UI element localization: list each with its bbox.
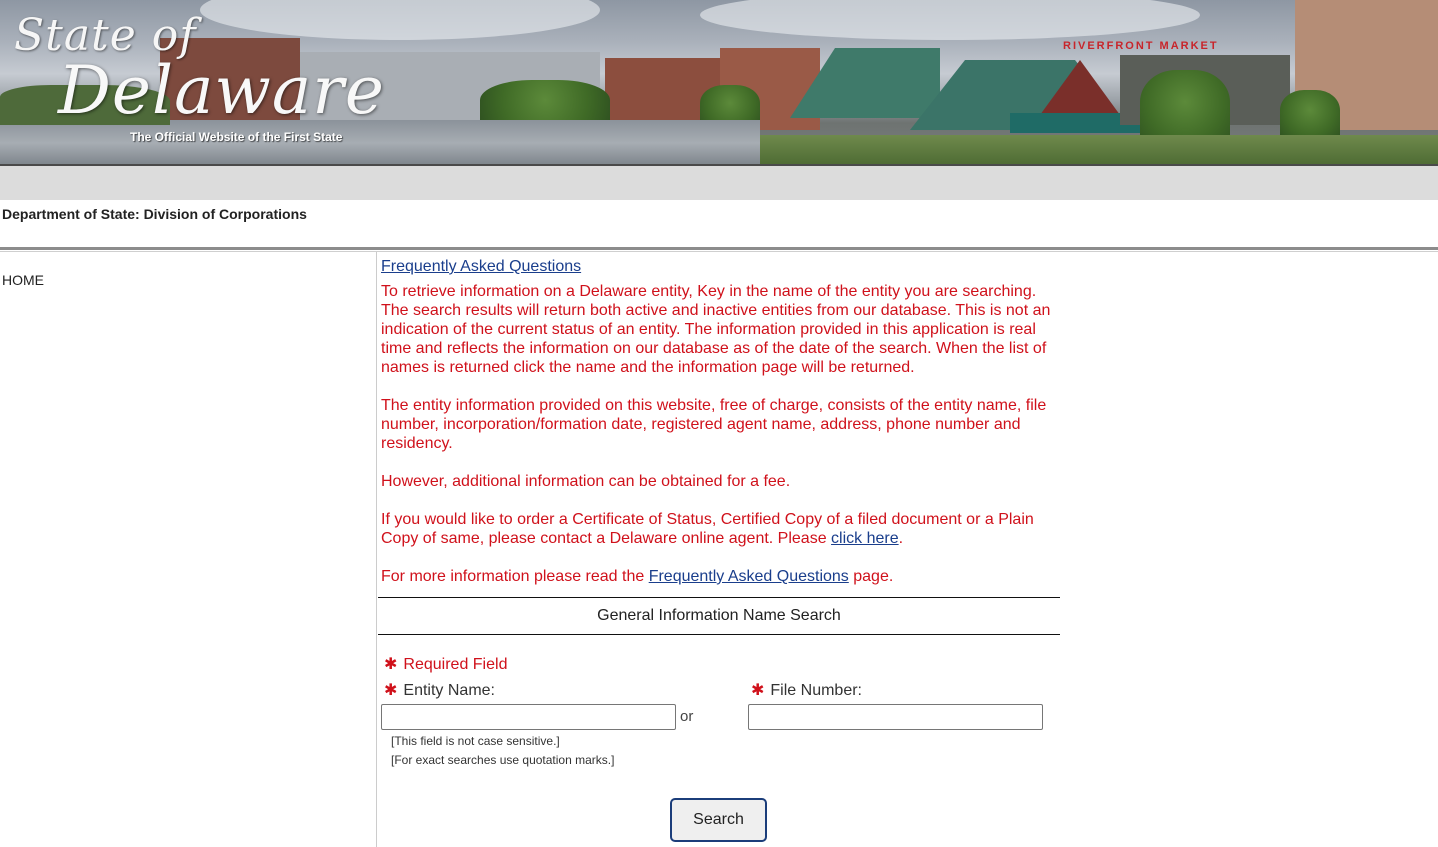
or-separator: or xyxy=(680,708,694,725)
required-field-label: Required Field xyxy=(403,656,508,673)
case-sensitivity-hint: [This field is not case sensitive.] xyxy=(391,734,560,748)
exact-search-hint: [For exact searches use quotation marks.] xyxy=(391,753,615,767)
info-paragraph-retrieve: To retrieve information on a Delaware entity, Key in the name of the entity you are searching. The search results will return both active and inactive entities from our database. This is not an indication of the current status of an entity. The information provided in this application is real time and reflects the information on our database as of the date of the search. When the list of names is returned click the name and the information page will be returned. xyxy=(381,283,1051,376)
more-text-end: page. xyxy=(848,568,894,585)
required-asterisk-icon: ✱ xyxy=(384,656,398,673)
info-paragraph-fee: However, additional information can be obtained for a fee. xyxy=(381,473,791,490)
left-navigation xyxy=(0,252,377,847)
entity-name-input[interactable] xyxy=(381,704,676,730)
nav-home-link[interactable]: HOME xyxy=(2,272,44,288)
entity-name-label-text: Entity Name: xyxy=(403,682,495,699)
logo-state-of: State of xyxy=(14,10,197,61)
info-text xyxy=(381,282,1061,605)
click-here-link[interactable]: click here xyxy=(831,530,899,547)
required-field-note xyxy=(384,654,507,674)
more-text: For more information please read the xyxy=(381,568,649,585)
logo-delaware: Delaware xyxy=(58,52,385,129)
cloud-decoration xyxy=(200,0,600,40)
trees xyxy=(1280,90,1340,140)
logo-tagline: The Official Website of the First State xyxy=(130,130,343,144)
info-paragraph-order xyxy=(381,510,1061,548)
required-asterisk-icon: ✱ xyxy=(384,682,398,699)
search-section-title: General Information Name Search xyxy=(378,597,1060,635)
entity-name-label xyxy=(384,680,495,700)
order-text-end: . xyxy=(898,530,904,547)
riverfront-market-sign: RIVERFRONT MARKET xyxy=(1063,40,1219,52)
search-button[interactable]: Search xyxy=(670,798,767,842)
info-paragraph-more xyxy=(381,567,1061,586)
file-number-label-text: File Number: xyxy=(770,682,862,699)
file-number-input[interactable] xyxy=(748,704,1043,730)
cloud-decoration xyxy=(700,0,1200,40)
required-asterisk-icon: ✱ xyxy=(751,682,765,699)
site-banner xyxy=(0,0,1438,166)
faq-link-top[interactable]: Frequently Asked Questions xyxy=(381,258,582,275)
file-number-label xyxy=(751,680,862,700)
foreground-shrubs xyxy=(760,135,1438,166)
department-title: Department of State: Division of Corporations xyxy=(2,206,307,222)
info-paragraph-free-info: The entity information provided on this website, free of charge, consists of the entity name, file number, incorporation/formation date, registered agent name, address, phone number and residency. xyxy=(381,397,1047,452)
header-band xyxy=(0,166,1438,200)
order-text: If you would like to order a Certificate of Status, Certified Copy of a filed document or a Plain Copy of same, please contact a Delaware online agent. Please xyxy=(381,511,1034,547)
faq-link-inline[interactable]: Frequently Asked Questions xyxy=(648,568,849,585)
